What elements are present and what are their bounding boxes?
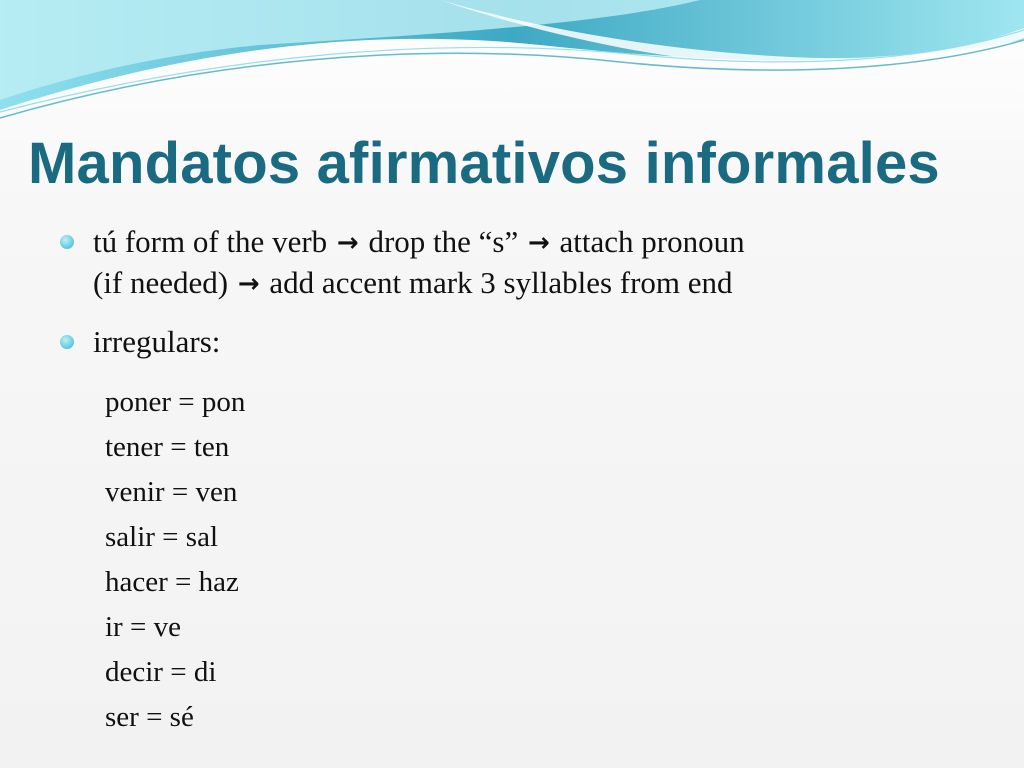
bullet-icon: [60, 335, 74, 349]
rule-step-4: add accent mark 3 syllables from end: [269, 265, 733, 300]
slide-title: Mandatos afirmativos informales: [28, 131, 940, 196]
rule-step-3: attach pronoun: [559, 224, 745, 259]
bullet-irregulars: [60, 322, 960, 362]
rule-step-2: drop the “s”: [368, 224, 519, 259]
irregular-verb-item: poner = pon: [105, 386, 246, 418]
irregular-verb-list: [60, 380, 960, 740]
bullet-icon: [60, 235, 74, 249]
irregular-verb-item: tener = ten: [105, 431, 230, 463]
irregular-verb-item: salir = sal: [105, 521, 218, 553]
irregular-verb-item: ser = sé: [105, 701, 194, 733]
header-wave-decoration: [0, 0, 1024, 130]
irregular-verb-item: venir = ven: [105, 476, 238, 508]
irregular-verb-item: ir = ve: [105, 611, 181, 643]
arrow-right-icon: →: [336, 228, 359, 258]
rule-step-3-note: (if needed): [93, 265, 229, 300]
bullet-tu-form-rule: [60, 222, 960, 304]
rule-step-1: tú form of the verb: [93, 224, 328, 259]
arrow-right-icon: →: [527, 228, 550, 258]
irregular-verb-item: hacer = haz: [105, 566, 239, 598]
arrow-right-icon: →: [237, 269, 260, 299]
irregular-verb-item: decir = di: [105, 656, 217, 688]
irregulars-heading: irregulars:: [93, 324, 221, 359]
bullet-list: [60, 222, 960, 740]
